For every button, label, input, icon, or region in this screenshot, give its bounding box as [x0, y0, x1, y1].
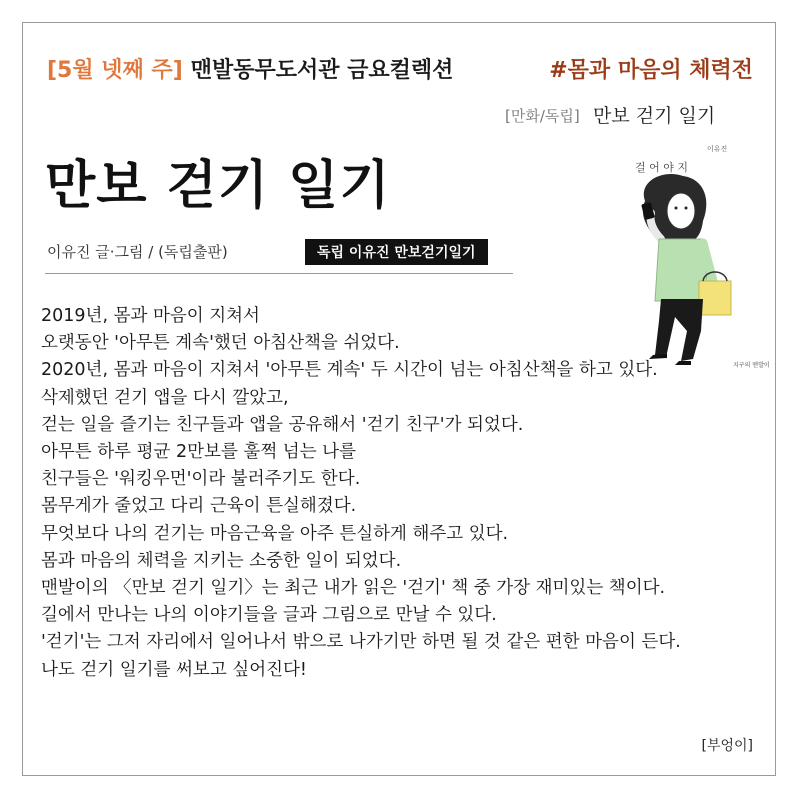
review-line: 길에서 만나는 나의 이야기들을 글과 그림으로 만날 수 있다. — [41, 605, 497, 626]
review-line: 삭제했던 걷기 앱을 다시 깔았고, — [41, 387, 289, 408]
review-line: 친구들은 '워킹우먼'이라 불러주기도 한다. — [41, 469, 361, 490]
review-line: '걷기'는 그저 자리에서 일어나서 밖으로 나가기만 하면 될 것 같은 편한 마음이 든다. — [41, 632, 681, 653]
book-title: 만보 걷기 일기 — [45, 156, 391, 216]
genre-label: [만화/독립] — [505, 107, 580, 125]
library-collection-label: 맨발동무도서관 금요컬렉션 — [190, 58, 454, 83]
review-body — [41, 303, 761, 684]
cover-author-label: 이유진 — [707, 145, 728, 153]
review-line: 몸과 마음의 체력을 지키는 소중한 일이 되었다. — [41, 550, 402, 571]
cover-title: 만보 걷기 일기 — [593, 105, 716, 127]
collection-badge: 독립 이유진 만보걷기일기 — [305, 239, 488, 265]
review-line: 무엇보다 나의 걷기는 마음근육을 아주 튼실하게 해주고 있다. — [41, 523, 509, 544]
week-label: [5월 넷째 주] — [47, 58, 183, 83]
review-line: 오랫동안 '아무튼 계속'했던 아침산책을 쉬었다. — [41, 333, 400, 354]
reviewer-signature: [부엉이] — [701, 738, 753, 754]
header-title — [47, 53, 453, 84]
author-info: 이유진 글·그림 / (독립출판) — [47, 243, 228, 261]
review-line: 몸무게가 줄었고 다리 근육이 튼실해졌다. — [41, 496, 357, 517]
review-line: 걷는 일을 즐기는 친구들과 앱을 공유해서 '걷기 친구'가 되었다. — [41, 414, 524, 435]
review-line: 2019년, 몸과 마음이 지쳐서 — [41, 306, 260, 326]
review-line: 2020년, 몸과 마음이 지쳐서 '아무튼 계속' 두 시간이 넘는 아침산책을 하고 있다. — [41, 360, 658, 381]
face-shape — [667, 193, 695, 229]
cover-signature: 지구의 맨발이 — [733, 362, 770, 369]
cover-subtitle: 걸 어 야 지 — [635, 161, 688, 174]
review-line: 맨발이의 〈만보 걷기 일기〉는 최근 내가 읽은 '걷기' 책 중 가장 재미있는 책이다. — [41, 578, 666, 599]
divider — [45, 273, 513, 274]
review-line: 아무튼 하루 평균 2만보를 훌쩍 넘는 나를 — [41, 442, 356, 463]
review-line: 나도 걷기 일기를 써보고 싶어진다! — [41, 659, 307, 680]
page-frame — [22, 22, 776, 776]
hashtag-label: #몸과 마음의 체력전 — [549, 58, 753, 83]
